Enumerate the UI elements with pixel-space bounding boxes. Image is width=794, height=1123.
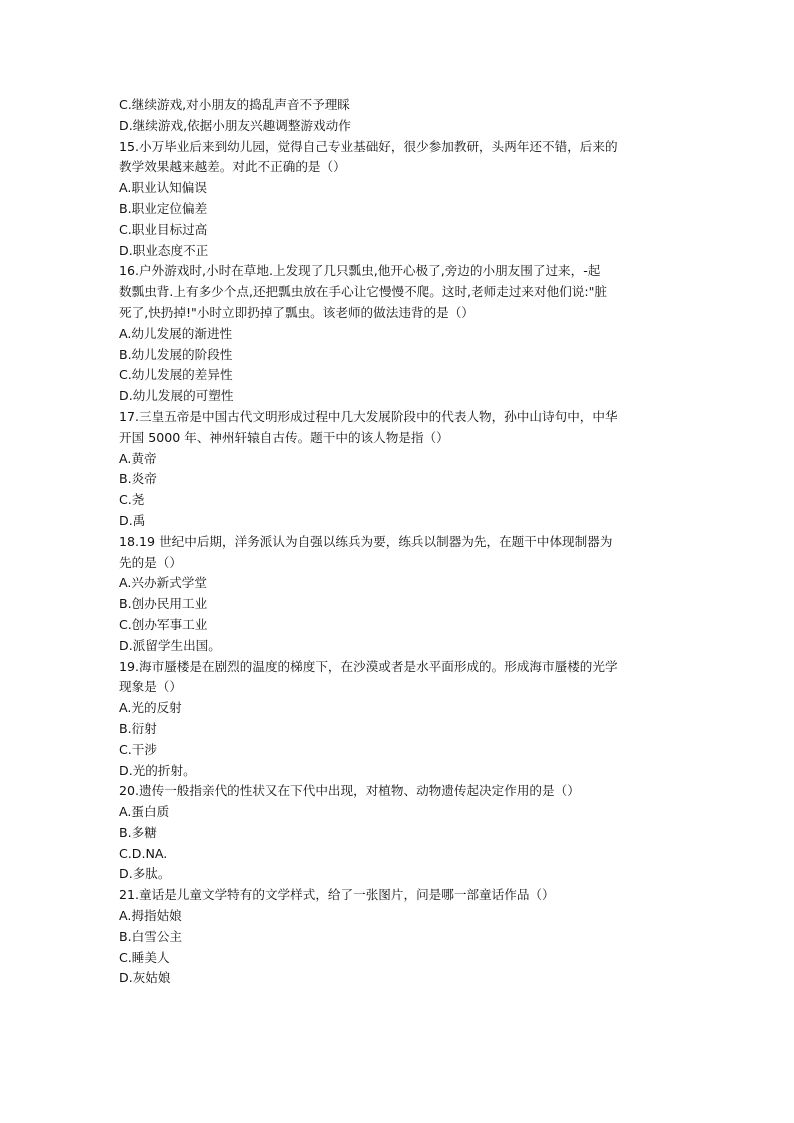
text-line: B.职业定位偏差 [119,200,208,216]
text-line: 15.小万毕业后来到幼儿园，觉得自己专业基础好，很少参加教研，头两年还不错，后来的 [119,138,618,154]
text-line: 18.19 世纪中后期，洋务派认为自强以练兵为要，练兵以制器为先，在题干中体现制器为 [119,533,613,549]
text-line: B.白雪公主 [119,928,183,944]
text-line: D.继续游戏,依据小朋友兴趣调整游戏动作 [119,117,351,133]
text-line: D.灰姑娘 [119,970,171,986]
text-line: B.衍射 [119,720,157,736]
text-line: 现象是（） [119,679,182,695]
text-line: C.尧 [119,492,145,508]
text-line: 17.三皇五帝是中国古代文明形成过程中几大发展阶段中的代表人物，孙中山诗句中，中华 [119,408,618,424]
text-line: C.职业目标过高 [119,221,208,237]
text-line: B.创办民用工业 [119,596,208,612]
document-body [119,95,679,989]
text-line: D.幼儿发展的可塑性 [119,388,234,404]
text-line: C.D.NA. [119,845,168,861]
text-line: D.多肽。 [119,866,171,882]
text-line: D.派留学生出国。 [119,637,221,653]
text-line: 16.户外游戏时,小时在草地.上发现了几只瓢虫,他开心极了,旁边的小朋友围了过来，-起 [119,263,601,279]
text-line: C.干涉 [119,741,157,757]
text-line: 21.童话是儿童文学特有的文学样式，给了一张图片，问是哪一部童话作品（） [119,887,555,903]
text-line: A.兴办新式学堂 [119,575,207,591]
text-line: C.幼儿发展的差异性 [119,367,233,383]
text-line: 先的是（） [119,554,182,570]
text-line: A.黄帝 [119,450,157,466]
text-line: A.幼儿发展的渐进性 [119,325,233,341]
text-line: 教学效果越来越差。对此不正确的是（） [119,159,346,175]
text-line: C.继续游戏,对小朋友的捣乱声音不予理睬 [119,97,350,112]
text-line: C.睡美人 [119,949,170,965]
text-line: B.幼儿发展的阶段性 [119,346,233,362]
text-line: D.禹 [119,512,146,528]
text-line: B.炎帝 [119,471,157,487]
text-line: 开国 5000 年、神州轩辕自古传。题干中的该人物是指（） [119,429,449,445]
text-line: 死了,快扔掉!"小时立即扔掉了瓢虫。该老师的做法违背的是（） [119,304,474,320]
text-line: A.拇指姑娘 [119,908,182,924]
text-line: B.多糖 [119,824,157,840]
text-line: C.创办军事工业 [119,616,208,632]
text-line: A.职业认知偏误 [119,180,207,196]
text-line: D.职业态度不正 [119,242,209,258]
text-line: 19.海市蜃楼是在剧烈的温度的梯度下，在沙漠或者是水平面形成的。形成海市蜃楼的光学 [119,658,618,674]
text-line: 数瓢虫背.上有多少个点,还把瓢虫放在手心让它慢慢不爬。这时,老师走过来对他们说:"脏 [119,284,608,300]
text-line: A.蛋白质 [119,804,170,820]
text-line: 20.遗传一般指亲代的性状又在下代中出现，对植物、动物遗传起决定作用的是（） [119,783,580,799]
text-line: D.光的折射。 [119,762,196,778]
text-line: A.光的反射 [119,700,182,716]
